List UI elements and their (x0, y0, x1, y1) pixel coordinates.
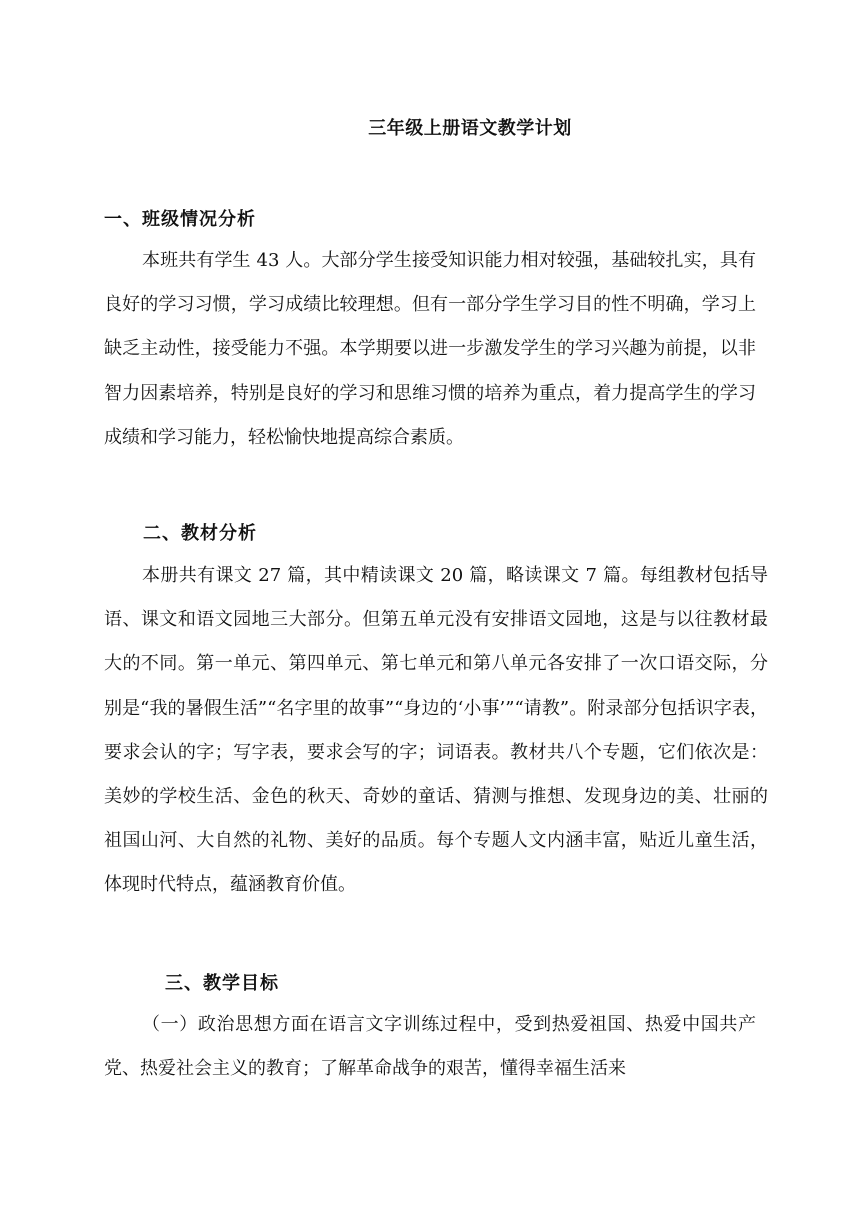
section-heading-textbook-analysis: 二、教材分析 (143, 523, 257, 544)
section-paragraph-class-analysis: 本班共有学生 43 人。大部分学生接受知识能力相对较强，基础较扎实，具有良好的学习习惯，学习成绩比较理想。但有一部分学生学习目的性不明确，学习上缺乏主动性，接受能力不强。本学期要以进一步激发学生的学习兴趣为前提，以非智力因素培养，特别是良好的学习和思维习惯的培养为重点，着力提高学生的学习成绩和学习能力，轻松愉快地提高综合素质。 (104, 250, 756, 448)
section-heading-teaching-goals: 三、教学目标 (165, 973, 279, 994)
section-heading-class-analysis: 一、班级情况分析 (104, 209, 256, 230)
section-paragraph-teaching-goals: （一）政治思想方面在语言文字训练过程中，受到热爱祖国、热爱中国共产党、热爱社会主义的教育；了解革命战争的艰苦，懂得幸福生活来 (104, 1014, 756, 1080)
section-paragraph-textbook-analysis: 本册共有课文 27 篇，其中精读课文 20 篇，略读课文 7 篇。每组教材包括导语、课文和语文园地三大部分。但第五单元没有安排语文园地，这是与以往教材最大的不同。第一单元、第四单元、第七单元和第八单元各安排了一次口语交际，分别是“我的暑假生活”“名字里的故事”“身边的‘小事’”“请教”。附录部分包括识字表，要求会认的字；写字表，要求会写的字；词语表。教材共八个专题，它们依次是：美妙的学校生活、金色的秋天、奇妙的童话、猜测与推想、发现身边的美、壮丽的祖国山河、大自然的礼物、美好的品质。每个专题人文内涵丰富，贴近儿童生活，体现时代特点，蕴涵教育价值。 (104, 565, 768, 896)
document-title: 三年级上册语文教学计划 (368, 118, 572, 139)
